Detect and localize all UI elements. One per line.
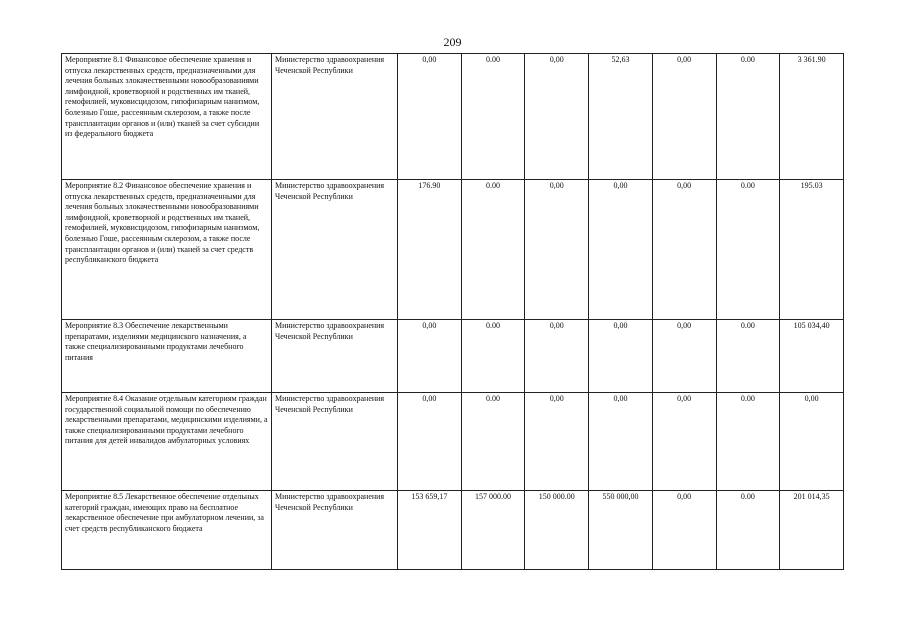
value-cell: 0,00	[589, 393, 653, 491]
table-row-event-8-4	[62, 393, 844, 491]
executor-cell: Министерство здравоохранения Чеченской Республики	[272, 491, 398, 570]
value-cell: 0,00	[652, 320, 716, 393]
value-cell: 0.00	[716, 393, 780, 491]
executor-cell: Министерство здравоохранения Чеченской Республики	[272, 393, 398, 491]
event-description: Мероприятие 8.2 Финансовое обеспечение хранения и отпуска лекарственных средств, предназначенными для лечения больных злокачественными новообразованиями лимфоидной, кроветворной и родственных им тканей, гемофилией, муковисцидозом, гипофизарным нанизмом, болезнью Гоше, рассеянным склерозом, а также после трансплантации органов и (или) тканей за счет средств республиканского бюджета	[62, 180, 272, 320]
value-cell: 0,00	[398, 393, 462, 491]
value-cell: 0,00	[525, 320, 589, 393]
value-cell: 176.90	[398, 180, 462, 320]
value-cell: 550 000,00	[589, 491, 653, 570]
value-cell: 0.00	[461, 54, 525, 180]
program-events-table	[61, 53, 844, 570]
value-cell: 0,00	[652, 393, 716, 491]
value-cell: 52,63	[589, 54, 653, 180]
event-description: Мероприятие 8.4 Оказание отдельным категориям граждан государственной социальной помощи по обеспечению лекарственными препаратами, медицинскими изделиями, а также специализированными продуктами лечебного питания для детей инвалидов амбулаторных условиях	[62, 393, 272, 491]
value-cell: 0,00	[398, 54, 462, 180]
executor-cell: Министерство здравоохранения Чеченской Республики	[272, 54, 398, 180]
value-cell: 0,00	[652, 180, 716, 320]
value-cell: 0,00	[525, 54, 589, 180]
total-cell: 3 361.90	[780, 54, 844, 180]
total-cell: 201 014,35	[780, 491, 844, 570]
table-row-event-8-5	[62, 491, 844, 570]
value-cell: 0,00	[652, 491, 716, 570]
value-cell: 0.00	[716, 54, 780, 180]
total-cell: 195.03	[780, 180, 844, 320]
value-cell: 153 659,17	[398, 491, 462, 570]
total-cell: 0,00	[780, 393, 844, 491]
value-cell: 0,00	[525, 180, 589, 320]
event-description: Мероприятие 8.1 Финансовое обеспечение хранения и отпуска лекарственных средств, предназначенными для лечения больных злокачественными новообразованиями лимфоидной, кроветворной и родственных им тканей, гемофилией, муковисцидозом, гипофизарным нанизмом, болезнью Гоше, рассеянным склерозом, а также после трансплантации органов и (или) тканей за счет субсидии из федерального бюджета	[62, 54, 272, 180]
value-cell: 0,00	[525, 393, 589, 491]
value-cell: 0,00	[589, 320, 653, 393]
value-cell: 0.00	[461, 393, 525, 491]
value-cell: 0.00	[461, 180, 525, 320]
value-cell: 0,00	[652, 54, 716, 180]
page-number: 209	[443, 35, 462, 49]
value-cell: 0,00	[398, 320, 462, 393]
event-description: Мероприятие 8.3 Обеспечение лекарственными препаратами, изделиями медицинского назначения, а также специализированными продуктами лечебного питания	[62, 320, 272, 393]
value-cell: 157 000.00	[461, 491, 525, 570]
value-cell: 0.00	[716, 491, 780, 570]
value-cell: 0.00	[716, 320, 780, 393]
value-cell: 0.00	[461, 320, 525, 393]
table-row-event-8-3	[62, 320, 844, 393]
executor-cell: Министерство здравоохранения Чеченской Республики	[272, 180, 398, 320]
event-description: Мероприятие 8.5 Лекарственное обеспечение отдельных категорий граждан, имеющих право на бесплатное лекарственное обеспечение при амбулаторном лечении, за счет средств республиканского бюджета	[62, 491, 272, 570]
table-row-event-8-2	[62, 180, 844, 320]
total-cell: 105 034,40	[780, 320, 844, 393]
executor-cell: Министерство здравоохранения Чеченской Республики	[272, 320, 398, 393]
value-cell: 150 000.00	[525, 491, 589, 570]
value-cell: 0.00	[716, 180, 780, 320]
value-cell: 0,00	[589, 180, 653, 320]
table-row-event-8-1	[62, 54, 844, 180]
